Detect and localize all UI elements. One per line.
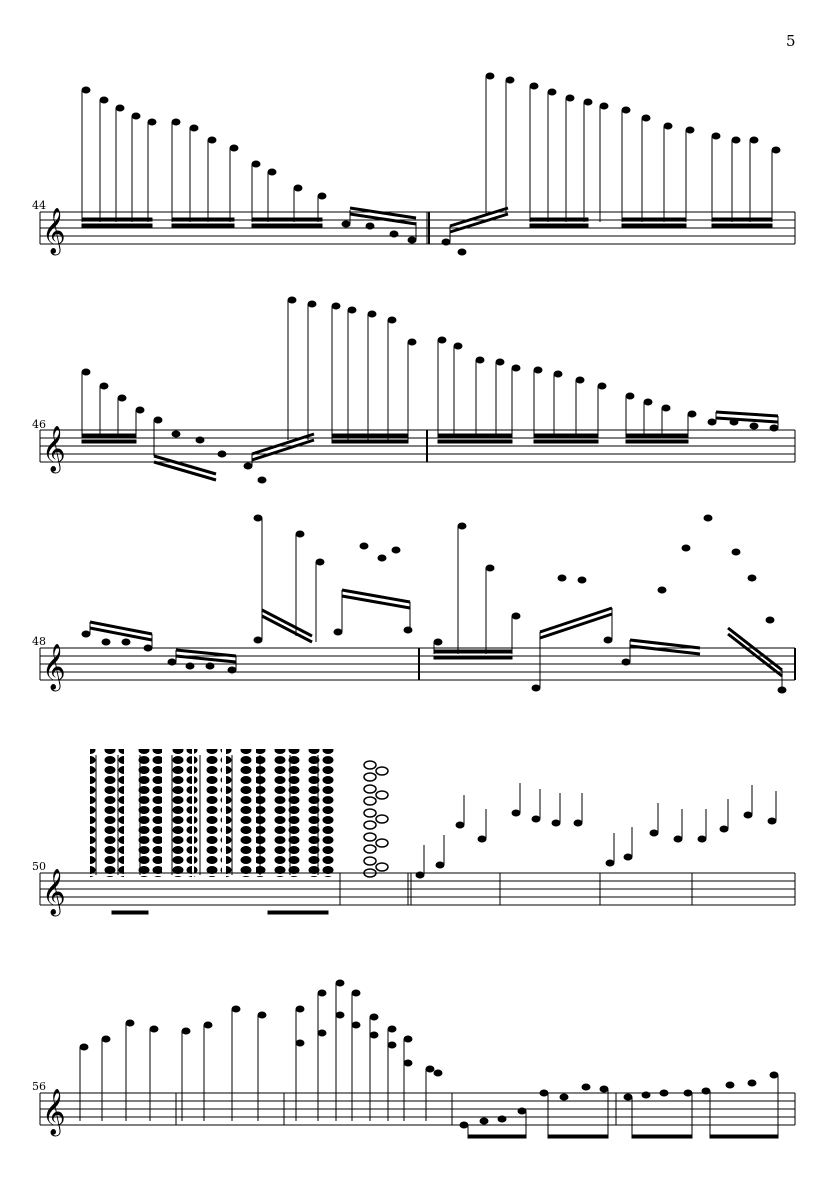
note-group [80,980,778,1138]
staff-system-4 [0,715,835,925]
measure-number: 56 [32,1080,46,1093]
measure-number: 50 [32,860,46,873]
treble-clef-icon: 𝄞 [42,644,66,690]
note-group [82,515,786,693]
treble-clef-icon: 𝄞 [42,869,66,915]
measure-number: 48 [32,635,46,648]
staff-system-3 [0,510,835,715]
note-group [82,297,778,483]
staff-lines [40,1093,795,1125]
staff-system-1 [0,0,835,290]
staff-lines [40,212,795,244]
staff-notation [0,0,835,290]
staff-notation [0,925,835,1181]
staff-notation [0,290,835,510]
treble-clef-icon: 𝄞 [42,208,66,254]
treble-clef-icon: 𝄞 [42,426,66,472]
treble-clef-icon: 𝄞 [42,1089,66,1135]
staff-system-2 [0,290,835,510]
measure-number: 44 [32,199,46,212]
measure-number: 46 [32,418,46,431]
staff-notation [0,715,835,925]
staff-notation [0,510,835,715]
staff-system-5 [0,925,835,1181]
page-number: 5 [786,32,796,50]
